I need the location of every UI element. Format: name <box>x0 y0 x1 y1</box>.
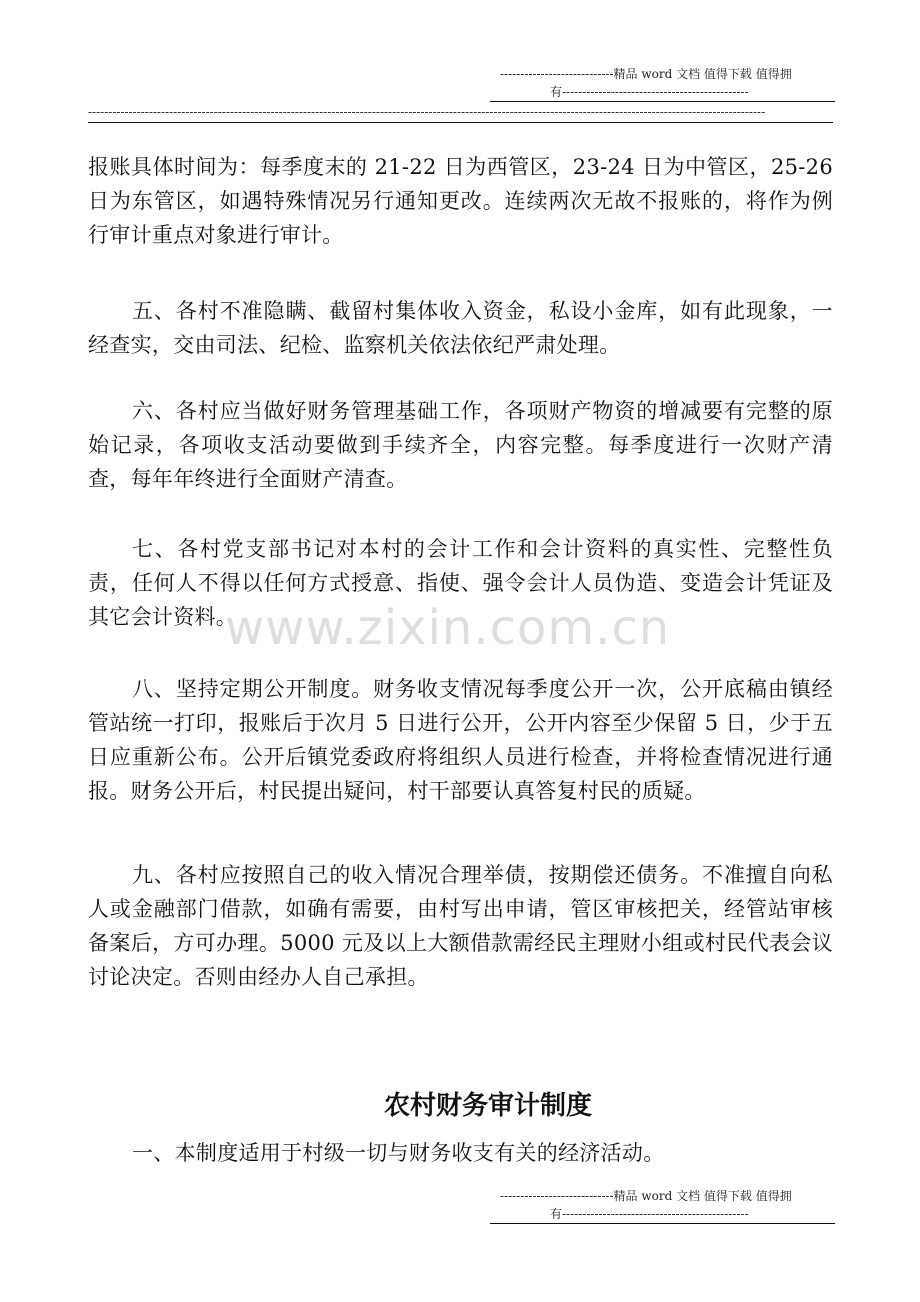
header-rule-short <box>490 101 835 102</box>
paragraph-item-6: 六、各村应当做好财务管理基础工作，各项财产物资的增减要有完整的原始记录，各项收支活动要做到手续齐全，内容完整。每季度进行一次财产清查，每年年终进行全面财产清查。 <box>88 399 833 491</box>
watermark: www.zixin.com.cn <box>225 600 671 656</box>
header-rule-long <box>88 122 833 123</box>
paragraph-item-7: 七、各村党支部书记对本村的会计工作和会计资料的真实性、完整性负责，任何人不得以任何方式授意、指使、强令会计人员伪造、变造会计凭证及其它会计资料。 <box>88 537 833 629</box>
section-title: 农村财务审计制度 <box>383 1091 592 1121</box>
footer-rule <box>490 1223 835 1224</box>
footer-text-line2: 有---------------------------------------------- <box>550 1207 749 1221</box>
paragraph-report-schedule: 报账具体时间为：每季度末的 21-22 日为西管区，23-24 日为中管区，25-26 日为东管区，如遇特殊情况另行通知更改。连续两次无故不报账的，将作为例行审计重点对象进行审计。 <box>88 155 833 247</box>
footer-text-line1: ----------------------------精品 word 文档 值得下载 值得拥 <box>500 1189 792 1203</box>
paragraph-item-8: 八、坚持定期公开制度。财务收支情况每季度公开一次，公开底稿由镇经管站统一打印，报账后于次月 5 日进行公开，公开内容至少保留 5 日，少于五日应重新公布。公开后镇党委政府将组织人员进行检查，并将检查情况进行通报。财务公开后，村民提出疑问，村干部要认真答复村民的质疑。 <box>88 677 833 803</box>
paragraph-item-9: 九、各村应按照自己的收入情况合理举债，按期偿还债务。不准擅自向私人或金融部门借款，如确有需要，由村写出申请，管区审核把关，经管站审核备案后，方可办理。5000 元及以上大额借款需经民主理财小组或村民代表会议讨论决定。否则由经办人自己承担。 <box>88 863 833 989</box>
header-dashed-line: ----------------------------------------------------------------------------------------------------------------------------------------------------------------------- <box>88 105 766 119</box>
header-text-line1: ----------------------------精品 word 文档 值得下载 值得拥 <box>500 67 792 81</box>
paragraph-audit-item-1: 一、本制度适用于村级一切与财务收支有关的经济活动。 <box>132 1141 665 1165</box>
header-text-line2: 有---------------------------------------------- <box>550 85 749 99</box>
paragraph-item-5: 五、各村不准隐瞒、截留村集体收入资金，私设小金库，如有此现象，一经查实，交由司法、纪检、监察机关依法依纪严肃处理。 <box>88 299 833 357</box>
